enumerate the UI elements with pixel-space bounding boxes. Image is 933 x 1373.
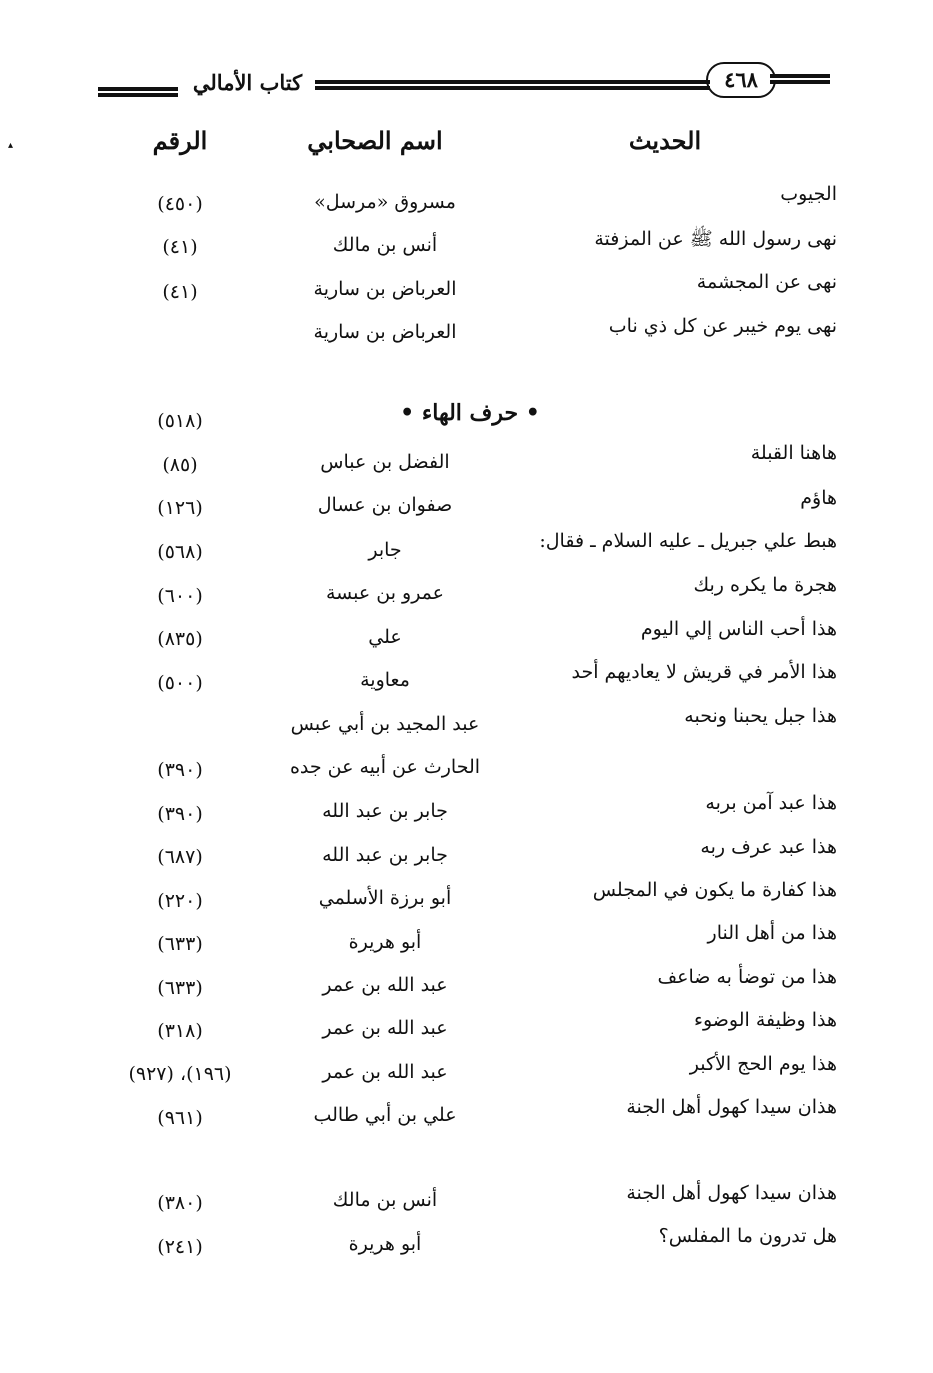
- hadith-number: (٥٦٨): [157, 541, 203, 563]
- hadith-number: (٦٣٣): [157, 933, 203, 955]
- hadith-number: (٣٩٠): [157, 803, 203, 825]
- hadith-text: نهى رسول الله ﷺ عن المزفتة: [594, 228, 837, 250]
- hadith-text: هذا عبد آمن بربه: [705, 792, 837, 814]
- hadith-number: (٦٨٧): [157, 846, 203, 868]
- hadith-number: (٦٠٠): [157, 585, 203, 607]
- sahabi-name: أبو هريرة: [348, 931, 422, 953]
- hadith-text: هذان سيدا كهول أهل الجنة: [626, 1182, 837, 1204]
- hadith-text: هذان سيدا كهول أهل الجنة: [626, 1096, 837, 1118]
- sahabi-name: علي بن أبي طالب: [313, 1104, 457, 1126]
- sahabi-name: معاوية: [360, 669, 410, 691]
- hadith-number: (٩٦١): [157, 1107, 203, 1129]
- sahabi-name: مسروق «مرسل»: [314, 191, 456, 213]
- hadith-text: هذا من أهل النار: [707, 922, 837, 944]
- sahabi-name: أنس بن مالك: [332, 234, 438, 256]
- hadith-text: هبط علي جبريل ـ عليه السلام ـ فقال:: [539, 530, 837, 552]
- hadith-number: (١٩٦)، (٩٢٧): [128, 1063, 232, 1085]
- hadith-text: هل تدرون ما المفلس؟: [658, 1225, 837, 1247]
- hadith-text: هذا الأمر في قريش لا يعاديهم أحد: [571, 661, 837, 683]
- hadith-number: (٨٣٥): [157, 628, 203, 650]
- sahabi-name: الحارث عن أبيه عن جده: [289, 756, 481, 778]
- hadith-number: (٨٥): [162, 454, 198, 476]
- hadith-number: (٤١): [162, 281, 198, 303]
- hadith-text: هاهنا القبلة: [750, 442, 837, 464]
- sahabi-name: علي: [368, 626, 402, 648]
- hadith-number: (٤١): [162, 236, 198, 258]
- hadith-text: هذا أحب الناس إلي اليوم: [640, 618, 837, 640]
- hadith-number: (٢٤١): [157, 1236, 203, 1258]
- section-heading: • حرف الهاء •: [400, 400, 540, 426]
- column-header-hadith: الحديث: [628, 126, 702, 155]
- hadith-number: (١٢٦): [157, 497, 203, 519]
- hadith-number: (٦٣٣): [157, 977, 203, 999]
- sahabi-name: عبد الله بن عمر: [322, 1061, 448, 1083]
- sahabi-name: عبد المجيد بن أبي عبس: [290, 713, 480, 735]
- sahabi-name: أنس بن مالك: [332, 1189, 438, 1211]
- hadith-number: (٥٠٠): [157, 672, 203, 694]
- hadith-text: هاؤم: [800, 487, 837, 509]
- hadith-number: (٣٩٠): [157, 759, 203, 781]
- column-header-number: الرقم: [152, 126, 208, 155]
- hadith-text: هذا من توضأ به ضاعف: [657, 966, 837, 988]
- sahabi-name: العرباض بن سارية: [313, 278, 457, 300]
- column-header-sahabi: اسم الصحابي: [307, 126, 443, 155]
- margin-mark: ▴: [8, 140, 14, 151]
- hadith-text: نهى يوم خيبر عن كل ذي ناب: [608, 315, 837, 337]
- hadith-number: (٥١٨): [157, 410, 203, 432]
- hadith-text: هذا جبل يحبنا ونحبه: [684, 705, 837, 727]
- hadith-text: الجيوب: [780, 183, 837, 205]
- header-rule-middle: [315, 80, 710, 86]
- sahabi-name: أبو برزة الأسلمي: [318, 887, 452, 909]
- hadith-text: هجرة ما يكره ربك: [693, 574, 837, 596]
- hadith-text: هذا وظيفة الوضوء: [694, 1009, 837, 1031]
- sahabi-name: عمرو بن عبسة: [325, 582, 445, 604]
- sahabi-name: الفضل بن عباس: [320, 451, 450, 473]
- sahabi-name: أبو هريرة: [348, 1233, 422, 1255]
- page-number: ٤٦٨: [706, 62, 776, 98]
- hadith-number: (٣٨٠): [157, 1192, 203, 1214]
- header-rule-left: [98, 87, 178, 93]
- hadith-number: (٢٢٠): [157, 890, 203, 912]
- sahabi-name: جابر: [368, 539, 402, 561]
- sahabi-name: صفوان بن عسال: [317, 494, 453, 516]
- hadith-text: هذا يوم الحج الأكبر: [689, 1053, 837, 1075]
- hadith-text: هذا كفارة ما يكون في المجلس: [592, 879, 837, 901]
- hadith-number: (٤٥٠): [157, 193, 203, 215]
- book-title: كتاب الأمالي: [192, 70, 303, 95]
- sahabi-name: جابر بن عبد الله: [322, 800, 448, 822]
- hadith-text: نهى عن المجشمة: [696, 271, 837, 293]
- sahabi-name: عبد الله بن عمر: [322, 974, 448, 996]
- sahabi-name: العرباض بن سارية: [313, 321, 457, 343]
- sahabi-name: عبد الله بن عمر: [322, 1017, 448, 1039]
- sahabi-name: جابر بن عبد الله: [322, 844, 448, 866]
- hadith-number: (٣١٨): [157, 1020, 203, 1042]
- hadith-text: هذا عبد عرف ربه: [700, 836, 837, 858]
- header-rule-right: [770, 74, 830, 80]
